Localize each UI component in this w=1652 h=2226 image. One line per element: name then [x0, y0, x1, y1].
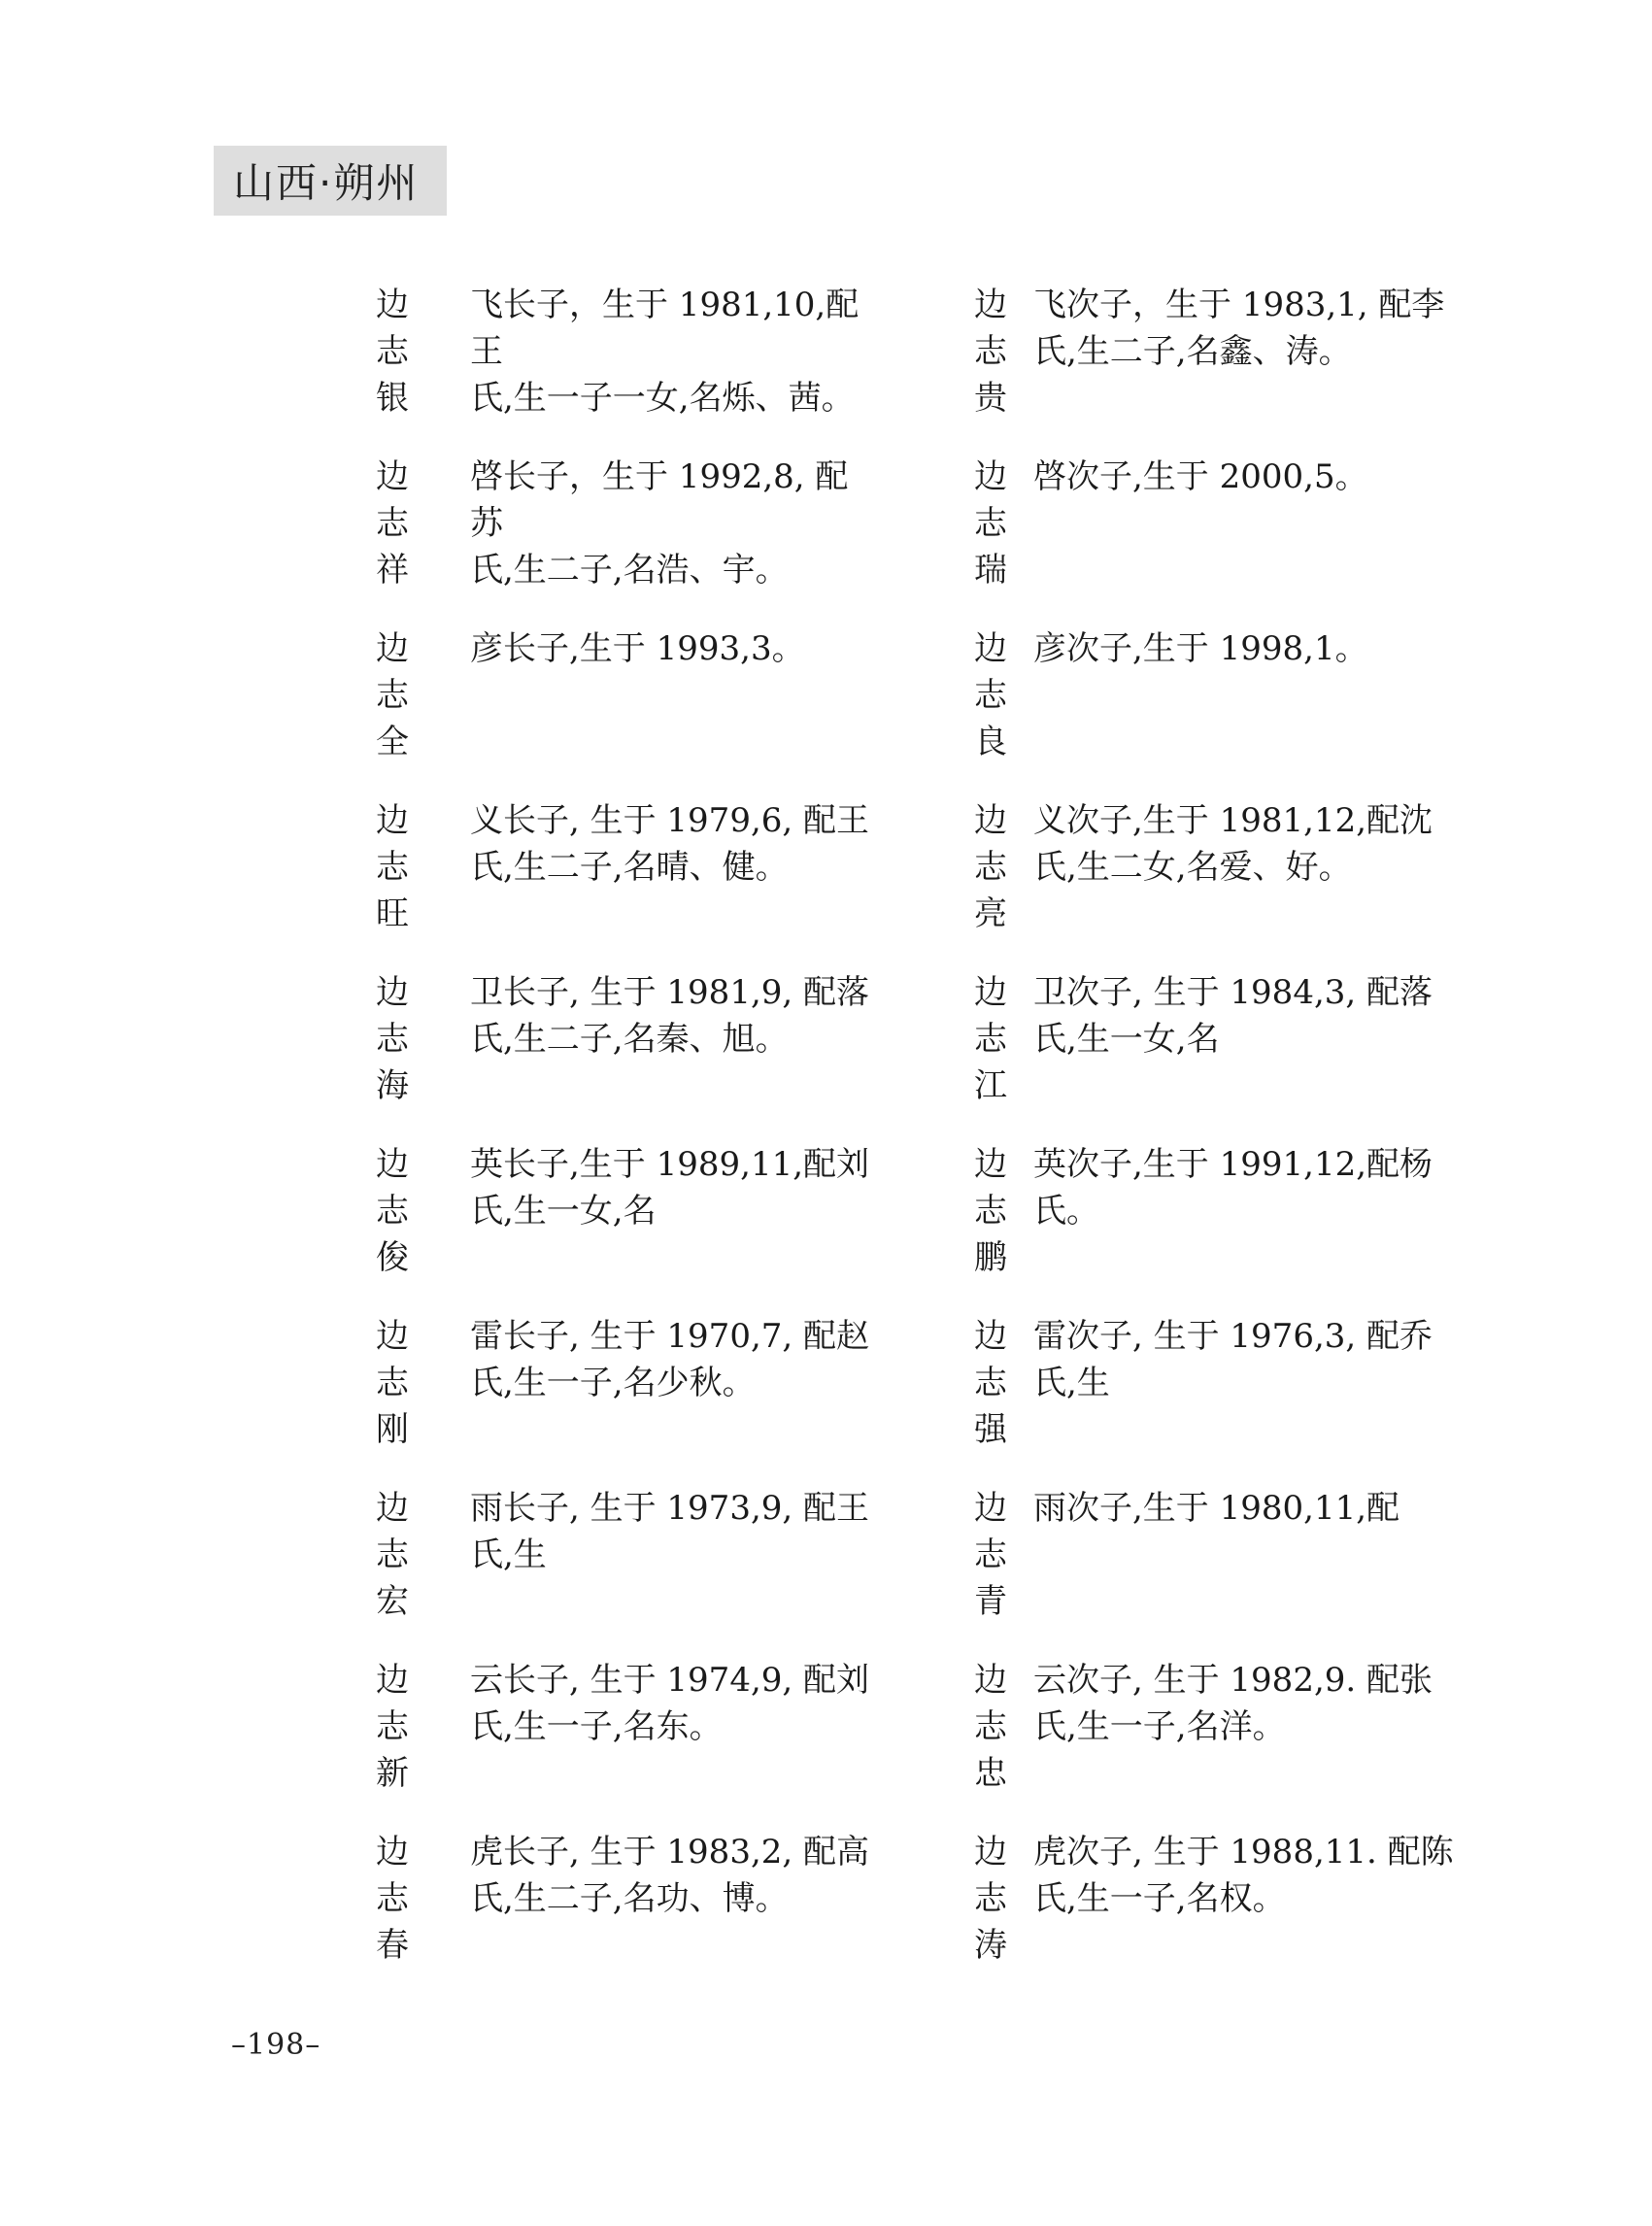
- entry-name-char: 志: [376, 504, 409, 543]
- entry-description: 雷次子, 生于 1976,3, 配乔 氏,生: [1033, 1317, 1433, 1402]
- entry-name-vertical: [373, 797, 412, 937]
- entry-name-char: 志: [974, 1879, 1007, 1918]
- running-header-title: 山西·朔州: [233, 159, 420, 207]
- entry-name-char: 志: [376, 1020, 409, 1059]
- entry-name-char: 边: [376, 1489, 409, 1528]
- entry-name-char: 边: [376, 286, 409, 324]
- entry-name-char: 志: [974, 332, 1007, 371]
- entry-name-char: 边: [974, 801, 1007, 840]
- entry-name-char: 志: [376, 1707, 409, 1746]
- entry-name-vertical: [971, 797, 1010, 937]
- entry-name-vertical: [971, 625, 1010, 765]
- entry-name-char: 志: [974, 504, 1007, 543]
- entry-name-vertical: [971, 1313, 1010, 1453]
- entry-name-vertical: [373, 625, 412, 765]
- entry-description: 雨次子,生于 1980,11,配: [1033, 1489, 1400, 1528]
- entry-name-char: 新: [376, 1754, 409, 1793]
- entry-description: 彦次子,生于 1998,1。: [1033, 629, 1368, 668]
- entry-name-char: 边: [376, 973, 409, 1012]
- entry-description: 飞次子，生于 1983,1, 配李 氏,生二子,名鑫、涛。: [1033, 286, 1445, 371]
- entry-name-char: 边: [376, 1661, 409, 1700]
- entry-description: 虎长子, 生于 1983,2, 配高 氏,生二子,名功、博。: [470, 1833, 870, 1918]
- entry-description: 英长子,生于 1989,11,配刘 氏,生一女,名: [470, 1145, 870, 1231]
- entry-name-char: 俊: [376, 1238, 409, 1277]
- entry-description: 义次子,生于 1981,12,配沈 氏,生二女,名爱、好。: [1033, 801, 1433, 887]
- entry-name-vertical: [373, 1141, 412, 1281]
- entry-name-vertical: [373, 1657, 412, 1797]
- entry-name-char: 涛: [974, 1926, 1007, 1965]
- entry-description: 卫次子, 生于 1984,3, 配落 氏,生一女,名: [1033, 973, 1433, 1059]
- entry-name-char: 志: [376, 332, 409, 371]
- entry-name-vertical: [971, 969, 1010, 1109]
- entry-name-char: 志: [974, 1364, 1007, 1402]
- entry-name-vertical: [971, 282, 1010, 422]
- entry-name-char: 鹏: [974, 1238, 1007, 1277]
- entry-name-char: 江: [974, 1066, 1007, 1105]
- entry-name-char: 边: [974, 1833, 1007, 1872]
- entry-name-char: 志: [376, 1364, 409, 1402]
- entry-name-vertical: [373, 969, 412, 1109]
- entry-name-vertical: [373, 1829, 412, 1969]
- page-number: –198–: [231, 2028, 321, 2062]
- entry-description: 虎次子, 生于 1988,11. 配陈 氏,生一子,名权。: [1033, 1833, 1454, 1918]
- entry-name-char: 春: [376, 1926, 409, 1965]
- entry-name-vertical: [971, 1657, 1010, 1797]
- entry-name-char: 瑞: [974, 551, 1007, 590]
- entry-name-char: 海: [376, 1066, 409, 1105]
- entry-name-char: 志: [974, 1535, 1007, 1574]
- entry-name-char: 边: [974, 629, 1007, 668]
- entry-name-vertical: [971, 1141, 1010, 1281]
- entry-name-char: 边: [376, 1145, 409, 1184]
- entry-name-char: 边: [974, 1145, 1007, 1184]
- entry-name-char: 青: [974, 1582, 1007, 1621]
- entry-name-char: 边: [974, 973, 1007, 1012]
- entry-name-char: 银: [376, 379, 409, 418]
- entry-description: 雷长子, 生于 1970,7, 配赵 氏,生一子,名少秋。: [470, 1317, 870, 1402]
- entry-name-char: 志: [376, 1879, 409, 1918]
- running-header: [214, 146, 447, 216]
- entry-name-char: 边: [376, 1833, 409, 1872]
- entry-description: 义长子, 生于 1979,6, 配王 氏,生二子,名晴、健。: [470, 801, 870, 887]
- entry-description: 英次子,生于 1991,12,配杨 氏。: [1033, 1145, 1433, 1231]
- entry-name-char: 边: [974, 457, 1007, 496]
- entry-name-char: 忠: [974, 1754, 1007, 1793]
- entry-name-vertical: [971, 454, 1010, 593]
- entry-name-char: 边: [974, 1661, 1007, 1700]
- entry-name-vertical: [971, 1485, 1010, 1625]
- entry-description: 卫长子, 生于 1981,9, 配落 氏,生二子,名秦、旭。: [470, 973, 870, 1059]
- entry-name-vertical: [971, 1829, 1010, 1969]
- entry-description: 彦长子,生于 1993,3。: [470, 629, 805, 668]
- entry-description: 啓次子,生于 2000,5。: [1033, 457, 1368, 496]
- entry-description: 云次子, 生于 1982,9. 配张 氏,生一子,名洋。: [1033, 1661, 1433, 1746]
- entry-name-char: 志: [974, 676, 1007, 715]
- entry-name-char: 志: [974, 1192, 1007, 1231]
- entry-name-char: 志: [376, 1192, 409, 1231]
- entry-name-char: 边: [376, 1317, 409, 1356]
- entry-description: 啓长子，生于 1992,8, 配苏 氏,生二子,名浩、宇。: [470, 457, 849, 590]
- entry-name-vertical: [373, 1485, 412, 1625]
- entry-name-char: 志: [974, 848, 1007, 887]
- entry-description: 云长子, 生于 1974,9, 配刘 氏,生一子,名东。: [470, 1661, 870, 1746]
- entry-name-char: 边: [974, 1317, 1007, 1356]
- entry-name-char: 志: [376, 848, 409, 887]
- entry-name-vertical: [373, 454, 412, 593]
- entry-name-char: 贵: [974, 379, 1007, 418]
- entry-name-char: 边: [974, 1489, 1007, 1528]
- entry-name-char: 强: [974, 1410, 1007, 1449]
- entry-name-char: 全: [376, 723, 409, 761]
- entry-name-char: 志: [974, 1020, 1007, 1059]
- entry-name-char: 志: [376, 676, 409, 715]
- entry-name-char: 祥: [376, 551, 409, 590]
- entry-name-char: 边: [974, 286, 1007, 324]
- entry-name-char: 边: [376, 629, 409, 668]
- entry-name-char: 亮: [974, 894, 1007, 933]
- entry-name-char: 边: [376, 801, 409, 840]
- entry-name-char: 宏: [376, 1582, 409, 1621]
- entry-name-char: 旺: [376, 894, 409, 933]
- entry-description: 飞长子，生于 1981,10,配王 氏,生一子一女,名烁、茜。: [470, 286, 860, 418]
- entry-name-char: 刚: [376, 1410, 409, 1449]
- entry-name-char: 志: [376, 1535, 409, 1574]
- entry-name-vertical: [373, 1313, 412, 1453]
- entry-name-char: 志: [974, 1707, 1007, 1746]
- entry-name-char: 良: [974, 723, 1007, 761]
- entry-description: 雨长子, 生于 1973,9, 配王 氏,生: [470, 1489, 870, 1574]
- entry-name-vertical: [373, 282, 412, 422]
- entry-name-char: 边: [376, 457, 409, 496]
